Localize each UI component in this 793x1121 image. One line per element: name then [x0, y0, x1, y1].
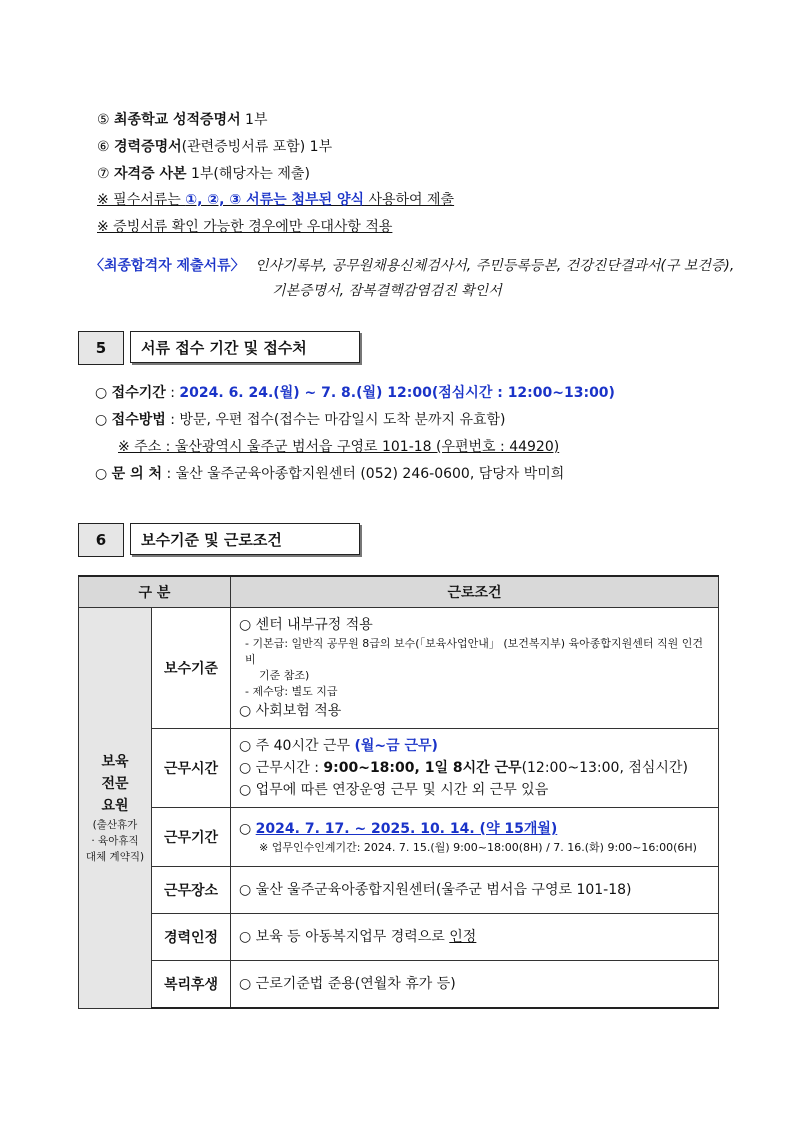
table-row — [79, 608, 719, 729]
section6-title: 보수기준 및 근로조건 — [130, 523, 360, 555]
career-cell: ○ 보육 등 아동복지업무 경력으로 인정 — [231, 914, 719, 961]
receipt-address: ※ 주소 : 울산광역시 울주군 범서읍 구영로 101-18 (우편번호 : 44920) — [118, 439, 560, 455]
header-category: 구 분 — [79, 576, 231, 608]
pay-label: 보수기준 — [152, 608, 231, 729]
welfare-label: 복리후생 — [152, 961, 231, 1009]
place-cell: ○ 울산 울주군육아종합지원센터(울주군 범서읍 구영로 101-18) — [231, 867, 719, 914]
period-cell: ○ 2024. 7. 17. ~ 2025. 10. 14. (약 15개월) ※ 업무인수인계기간: 2024. 7. 15.(월) 9:00~18:00(8H) / 7. 16.(화) 9:00~16:00(6H) — [231, 808, 719, 867]
final-docs-line1: 인사기록부, 공무원채용신체검사서, 주민등록등본, 건강진단결과서(구 보건증), — [255, 258, 735, 274]
table-header-row — [79, 576, 719, 608]
table-row — [79, 808, 719, 867]
table-row — [79, 729, 719, 808]
receipt-period: ○ 접수기간 : 2024. 6. 24.(월) ~ 7. 8.(월) 12:00(점심시간 : 12:00~13:00) — [95, 385, 615, 401]
period-label: 근무기간 — [152, 808, 231, 867]
place-label: 근무장소 — [152, 867, 231, 914]
section6-number: 6 — [78, 523, 124, 557]
career-label: 경력인정 — [152, 914, 231, 961]
category-cell: 보육 전문 요원 (출산휴가 · 육아휴직 대체 계약직) — [79, 608, 152, 1009]
final-docs-line2: 기본증명서, 잠복결핵감염검진 확인서 — [272, 283, 502, 299]
doc-item-7: ⑦ 자격증 사본 1부(해당자는 제출) — [97, 166, 310, 182]
table-row — [79, 961, 719, 1009]
section5-number: 5 — [78, 331, 124, 365]
header-condition: 근로조건 — [231, 576, 719, 608]
final-docs-block — [90, 255, 734, 275]
required-docs-note: ※ 필수서류는 ①, ②, ③ 서류는 첨부된 양식 사용하여 제출 — [97, 192, 455, 208]
work-conditions-table — [78, 575, 719, 1009]
table-row — [79, 914, 719, 961]
hours-label: 근무시간 — [152, 729, 231, 808]
final-docs-label: 〈최종합격자 제출서류〉 — [90, 258, 245, 274]
doc-item-6: ⑥ 경력증명서(관련증빙서류 포함) 1부 — [97, 139, 333, 155]
evidence-note: ※ 증빙서류 확인 가능한 경우에만 우대사항 적용 — [97, 219, 393, 235]
hours-cell: ○ 주 40시간 근무 (월~금 근무) ○ 근무시간 : 9:00~18:00, 1일 8시간 근무(12:00~13:00, 점심시간) ○ 업무에 따른 연장운영 근무 및 시간 외 근무 있음 — [231, 729, 719, 808]
welfare-cell: ○ 근로기준법 준용(연월차 휴가 등) — [231, 961, 719, 1009]
receipt-method: ○ 접수방법 : 방문, 우편 접수(접수는 마감일시 도착 분까지 유효함) — [95, 412, 506, 428]
section5-title: 서류 접수 기간 및 접수처 — [130, 331, 360, 363]
table-row — [79, 867, 719, 914]
contact: ○ 문 의 처 : 울산 울주군육아종합지원센터 (052) 246-0600, 담당자 박미희 — [95, 466, 565, 482]
doc-item-5: ⑤ 최종학교 성적증명서 1부 — [97, 112, 268, 128]
pay-cell: ○ 센터 내부규정 적용 - 기본급: 일반직 공무원 8급의 보수(「보육사업안내」 (보건복지부) 육아종합지원센터 직원 인건비 기준 참조) - 제수당: 별도 지급 ○ 사회보험 적용 — [231, 608, 719, 729]
